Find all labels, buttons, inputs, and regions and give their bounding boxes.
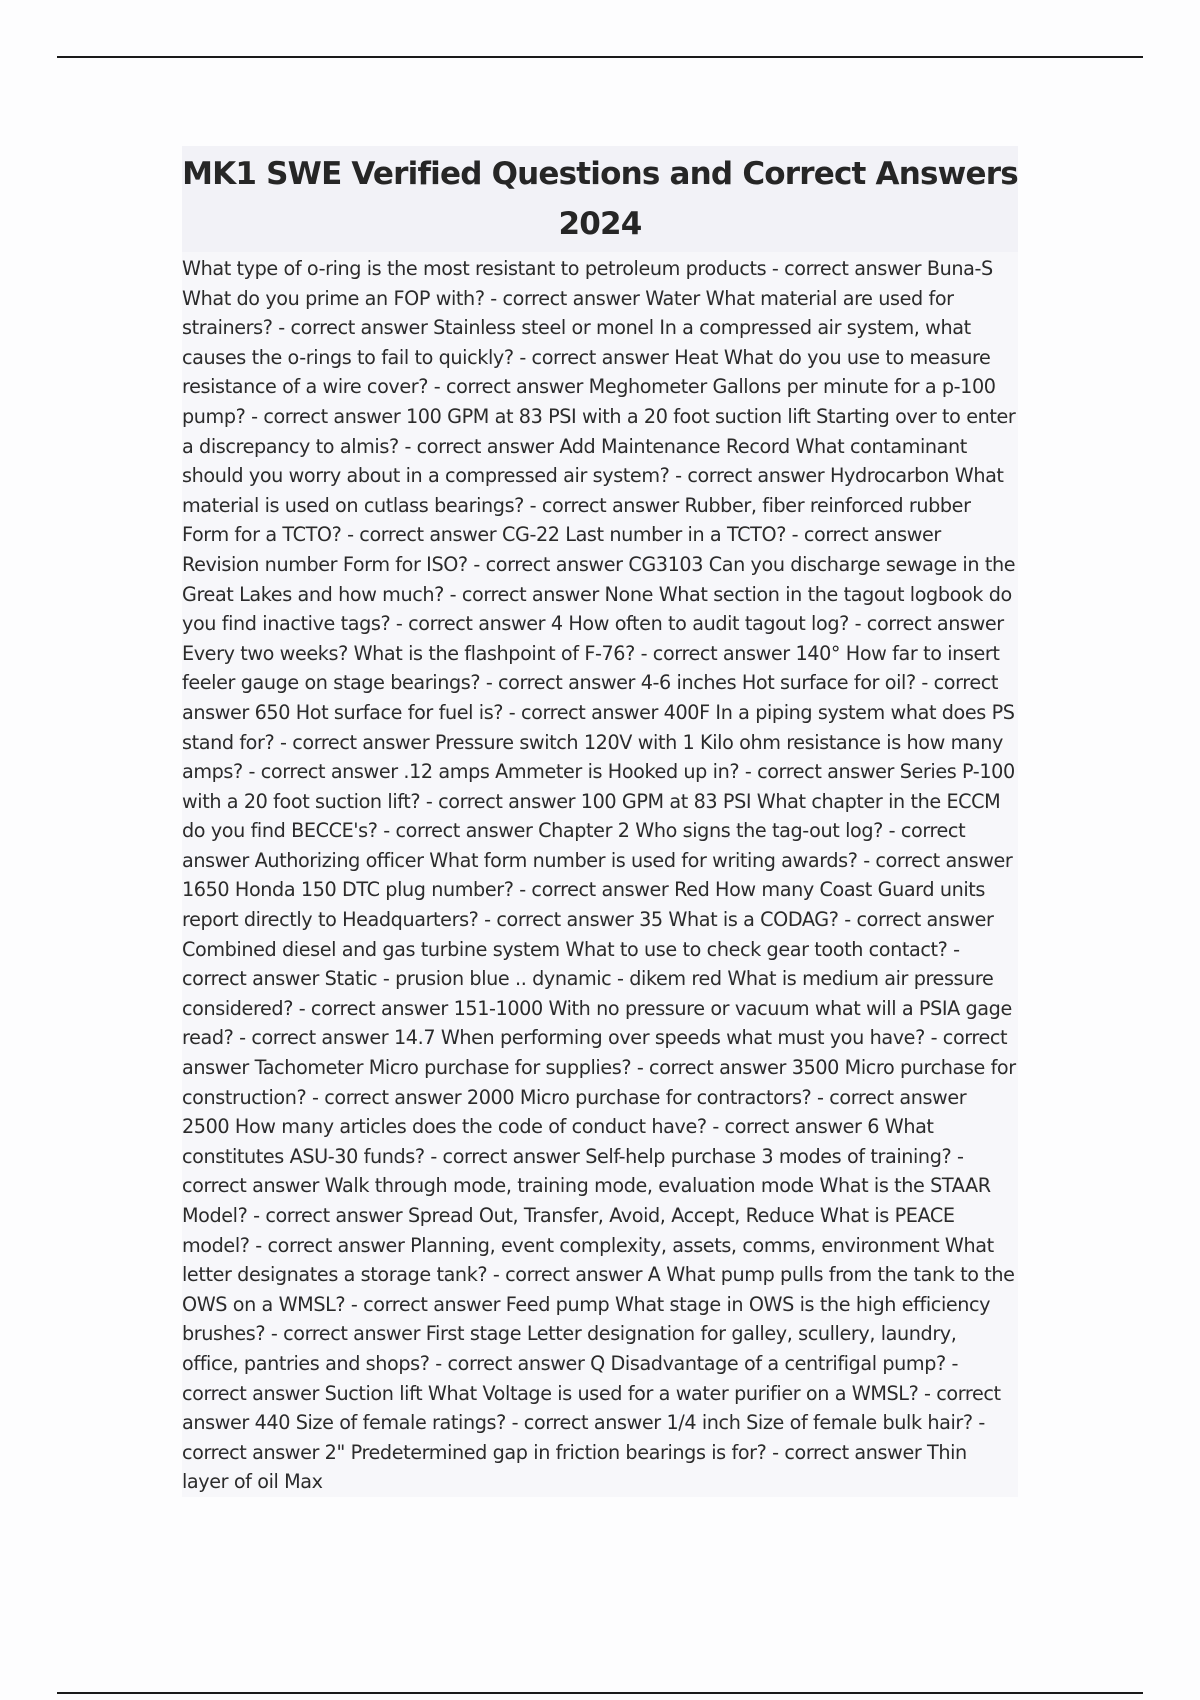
document-title: MK1 SWE Verified Questions and Correct Answers 2024 [182, 146, 1018, 252]
document-content [182, 146, 1018, 1497]
top-rule [57, 56, 1143, 58]
document-body-text: What type of o-ring is the most resistant to petroleum products - correct answer Buna-S What do you prime an FOP with? - correct answer Water What material are used for strainers? - correct answer Stainless steel or monel In a compressed air system, what causes the o-rings to fail to quickly? - correct answer Heat What do you use to measure resistance of a wire cover? - correct answer Meghometer Gallons per minute for a p-100 pump? - correct answer 100 GPM at 83 PSI with a 20 foot suction lift Starting over to enter a discrepancy to almis? - correct answer Add Maintenance Record What contaminant should you worry about in a compressed air system? - correct answer Hydrocarbon What material is used on cutlass bearings? - correct answer Rubber, fiber reinforced rubber Form for a TCTO? - correct answer CG-22 Last number in a TCTO? - correct answer Revision number Form for ISO? - correct answer CG3103 Can you discharge sewage in the Great Lakes and how much? - correct answer None What section in the tagout logbook do you find inactive tags? - correct answer 4 How often to audit tagout log? - correct answer Every two weeks? What is the flashpoint of F-76? - correct answer 140° How far to insert feeler gauge on stage bearings? - correct answer 4-6 inches Hot surface for oil? - correct answer 650 Hot surface for fuel is? - correct answer 400F In a piping system what does PS stand for? - correct answer Pressure switch 120V with 1 Kilo ohm resistance is how many amps? - correct answer .12 amps Ammeter is Hooked up in? - correct answer Series P-100 with a 20 foot suction lift? - correct answer 100 GPM at 83 PSI What chapter in the ECCM do you find BECCE's? - correct answer Chapter 2 Who signs the tag-out log? - correct answer Authorizing officer What form number is used for writing awards? - correct answer 1650 Honda 150 DTC plug number? - correct answer Red How many Coast Guard units report directly to Headquarters? - correct answer 35 What is a CODAG? - correct answer Combined diesel and gas turbine system What to use to check gear tooth contact? - correct answer Static - prusion blue .. dynamic - dikem red What is medium air pressure considered? - correct answer 151-1000 With no pressure or vacuum what will a PSIA gage read? - correct answer 14.7 When performing over speeds what must you have? - correct answer Tachometer Micro purchase for supplies? - correct answer 3500 Micro purchase for construction? - correct answer 2000 Micro purchase for contractors? - correct answer 2500 How many articles does the code of conduct have? - correct answer 6 What constitutes ASU-30 funds? - correct answer Self-help purchase 3 modes of training? - correct answer Walk through mode, training mode, evaluation mode What is the STAAR Model? - correct answer Spread Out, Transfer, Avoid, Accept, Reduce What is PEACE model? - correct answer Planning, event complexity, assets, comms, environment What letter designates a storage tank? - correct answer A What pump pulls from the tank to the OWS on a WMSL? - correct answer Feed pump What stage in OWS is the high efficiency brushes? - correct answer First stage Letter designation for galley, scullery, laundry, office, pantries and shops? - correct answer Q Disadvantage of a centrifigal pump? - correct answer Suction lift What Voltage is used for a water purifier on a WMSL? - correct answer 440 Size of female ratings? - correct answer 1/4 inch Size of female bulk hair? - correct answer 2" Predetermined gap in friction bearings is for? - correct answer Thin layer of oil Max [182, 257, 1016, 1494]
bottom-rule [57, 1692, 1143, 1694]
